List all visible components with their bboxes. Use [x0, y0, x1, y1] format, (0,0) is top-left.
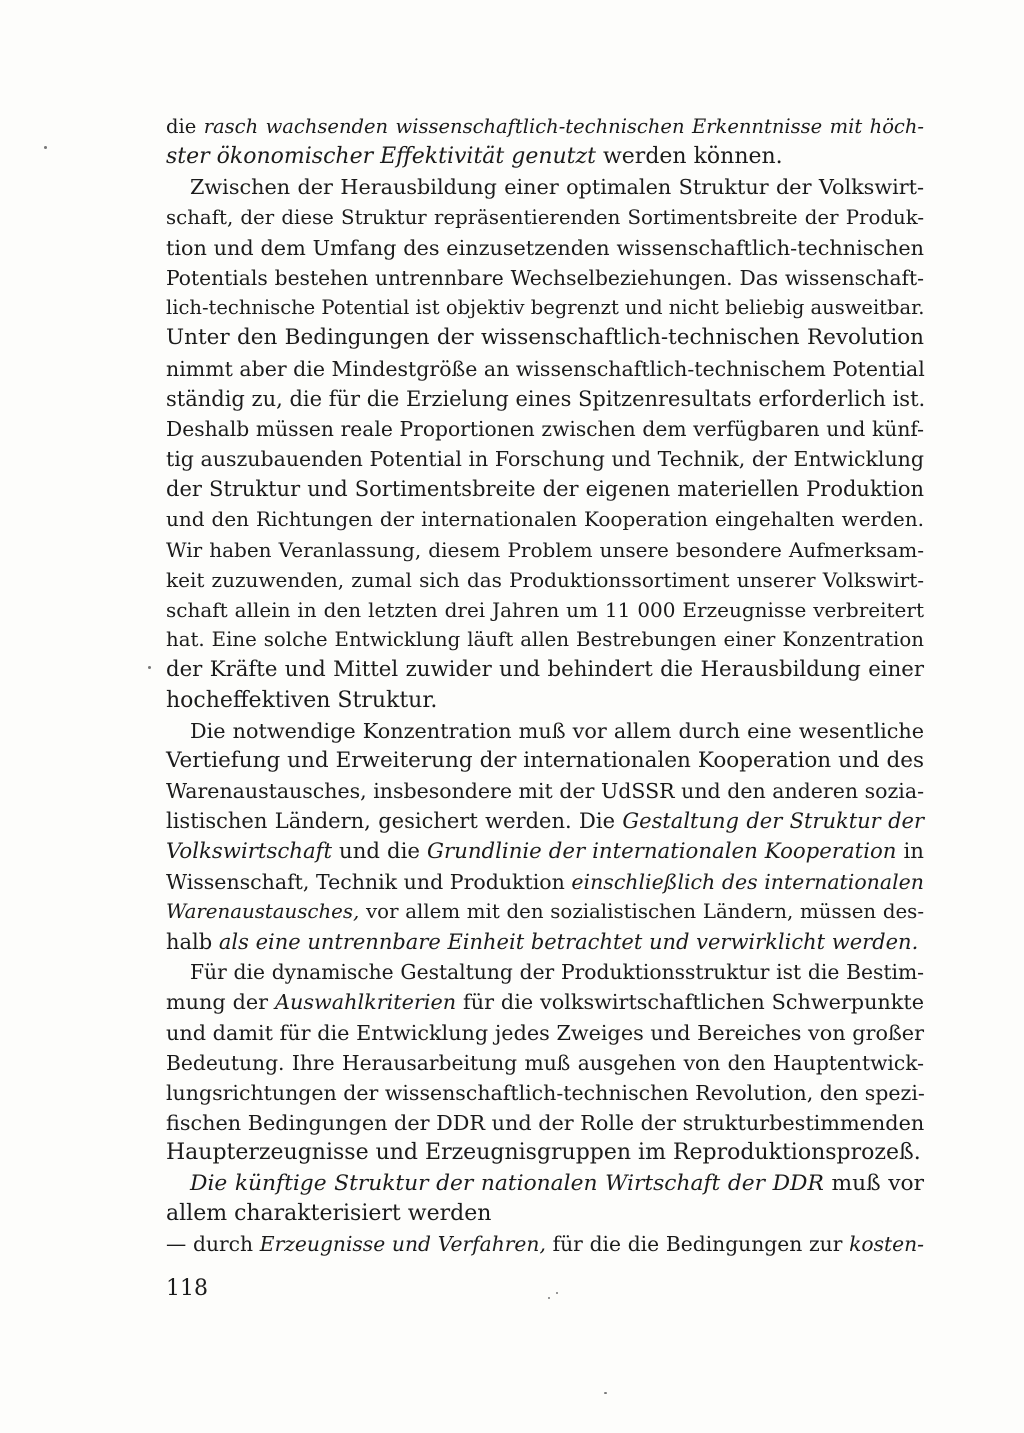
text-line	[166, 504, 924, 534]
text-line	[166, 1078, 924, 1108]
text-segment: tig auszubauenden Potential in Forschung und Technik, der Entwicklung	[166, 447, 924, 472]
text-segment: für die die Bedingungen zur	[545, 1231, 850, 1256]
text-segment: der Kräfte und Mittel zuwider und behindert die Herausbildung einer	[166, 657, 924, 683]
text-segment: allem charakterisiert werden	[166, 1200, 492, 1226]
italic-text: rasch wachsenden wissenschaftlich-technischen Erkenntnisse mit höch-	[203, 115, 925, 138]
text-segment: Haupterzeugnisse und Erzeugnisgruppen im Reproduktionsprozeß.	[166, 1140, 921, 1166]
text-segment: listischen Ländern, gesichert werden. Die	[166, 809, 623, 834]
italic-text: Warenaustausches,	[166, 899, 360, 923]
scan-speck	[556, 1292, 558, 1294]
text-line	[166, 172, 924, 202]
text-segment: schaft, der diese Struktur repräsentierenden Sortimentsbreite der Produk-	[166, 205, 924, 229]
text-line	[166, 354, 924, 384]
text-segment: keit zuzuwenden, zumal sich das Produktionssortiment unserer Volkswirt-	[166, 567, 924, 592]
scan-speck	[148, 666, 151, 669]
text-segment: muß vor	[823, 1170, 924, 1196]
text-line	[166, 776, 924, 806]
text-line	[166, 1199, 924, 1229]
text-line	[166, 957, 924, 987]
text-line	[166, 203, 924, 233]
text-segment: und den Richtungen der internationalen Kooperation eingehalten werden.	[166, 507, 924, 532]
text-line	[166, 806, 924, 836]
text-line	[166, 686, 924, 716]
text-line	[166, 474, 924, 504]
text-segment: nimmt aber die Mindestgröße an wissenschaftlich-technischem Potential	[166, 356, 925, 381]
text-line	[166, 746, 924, 776]
text-line	[166, 414, 924, 444]
text-line	[166, 535, 924, 565]
scan-speck	[44, 146, 47, 149]
text-line	[166, 565, 924, 595]
text-segment: für die volkswirtschaftlichen Schwerpunkte	[456, 990, 924, 1015]
text-line	[166, 655, 924, 685]
text-segment: hocheffektiven Struktur.	[166, 687, 438, 713]
text-line	[166, 1229, 924, 1259]
italic-text: Die künftige Struktur der nationalen Wirtschaft der DDR	[190, 1170, 824, 1196]
text-segment: und die	[332, 838, 427, 864]
text-segment: vor allem mit den sozialistischen Ländern, müssen des-	[359, 899, 924, 923]
text-line	[166, 867, 924, 897]
text-line	[166, 142, 924, 172]
text-line	[166, 987, 924, 1017]
text-line	[166, 1018, 924, 1048]
text-segment: — durch	[166, 1231, 260, 1256]
text-line	[166, 233, 924, 263]
italic-text: einschließlich des internationalen	[571, 869, 924, 894]
italic-text: Auswahlkriterien	[275, 990, 457, 1015]
text-segment: Für die dynamische Gestaltung der Produktionsstruktur ist die Bestim-	[190, 960, 924, 985]
text-segment: Wir haben Veranlassung, diesem Problem unsere besondere Aufmerksam-	[166, 537, 924, 562]
text-segment: halb	[166, 930, 219, 955]
text-segment: ständig zu, die für die Erzielung eines Spitzenresultats erforderlich ist.	[166, 386, 926, 411]
text-segment: fischen Bedingungen der DDR und der Rolle der strukturbestimmenden	[166, 1111, 925, 1136]
text-segment: Warenaustausches, insbesondere mit der UdSSR und den anderen sozia-	[166, 779, 924, 804]
text-line	[166, 837, 924, 867]
text-segment: lungsrichtungen der wissenschaftlich-technischen Revolution, den spezi-	[166, 1081, 925, 1105]
italic-text: Grundlinie der internationalen Kooperation	[427, 838, 897, 864]
text-segment: Bedeutung. Ihre Herausarbeitung muß ausgehen von den Hauptentwick-	[166, 1050, 924, 1075]
italic-text: Erzeugnisse und Verfahren,	[259, 1231, 546, 1256]
italic-text: kosten-	[849, 1231, 924, 1256]
text-line	[166, 112, 924, 142]
text-segment: und damit für die Entwicklung jedes Zweiges und Bereiches von großer	[166, 1020, 924, 1045]
text-segment: Die notwendige Konzentration muß vor allem durch eine wesentliche	[190, 718, 924, 743]
text-segment: Zwischen der Herausbildung einer optimalen Struktur der Volkswirt-	[190, 175, 924, 200]
text-line	[166, 716, 924, 746]
text-line	[166, 595, 924, 625]
text-line	[166, 897, 924, 927]
text-line	[166, 1108, 924, 1138]
text-segment: tion und dem Umfang des einzusetzenden wissenschaftlich-technischen	[166, 235, 924, 260]
italic-text: Volkswirtschaft	[166, 838, 333, 864]
text-line	[166, 293, 924, 323]
body-text	[166, 112, 924, 1259]
text-segment: schaft allein in den letzten drei Jahren um 11 000 Erzeugnisse verbreitert	[166, 598, 924, 622]
text-segment: in	[896, 838, 924, 864]
text-segment: Potentials bestehen untrennbare Wechselbeziehungen. Das wissenschaft-	[166, 265, 924, 290]
text-line	[166, 444, 924, 474]
text-segment: lich-technische Potential ist objektiv begrenzt und nicht beliebig ausweitbar.	[166, 296, 925, 320]
text-segment: die	[166, 115, 204, 138]
italic-text: als eine untrennbare Einheit betrachtet und verwirklicht werden.	[218, 930, 919, 955]
text-line	[166, 263, 924, 293]
text-segment: der Struktur und Sortimentsbreite der eigenen materiellen Produktion	[166, 477, 924, 502]
text-line	[166, 323, 924, 353]
text-line	[166, 927, 924, 957]
text-segment: hat. Eine solche Entwicklung läuft allen Bestrebungen einer Konzentration	[166, 628, 924, 652]
text-line	[166, 1138, 924, 1168]
page-number: 118	[166, 1276, 208, 1301]
text-segment: Vertiefung und Erweiterung der internationalen Kooperation und des	[166, 747, 924, 773]
text-segment: Unter den Bedingungen der wissenschaftlich-technischen Revolution	[166, 325, 924, 351]
text-segment: werden können.	[595, 144, 783, 170]
italic-text: ster ökonomischer Effektivität genutzt	[166, 144, 596, 170]
text-line	[166, 384, 924, 414]
text-line	[166, 625, 924, 655]
text-line	[166, 1048, 924, 1078]
scan-speck	[604, 1392, 607, 1394]
text-segment: Wissenschaft, Technik und Produktion	[166, 869, 572, 894]
text-line	[166, 1169, 924, 1199]
scan-speck	[548, 1297, 550, 1299]
italic-text: Gestaltung der Struktur der	[622, 809, 924, 834]
text-segment: mung der	[166, 990, 276, 1015]
text-segment: Deshalb müssen reale Proportionen zwischen dem verfügbaren und künf-	[166, 416, 924, 441]
